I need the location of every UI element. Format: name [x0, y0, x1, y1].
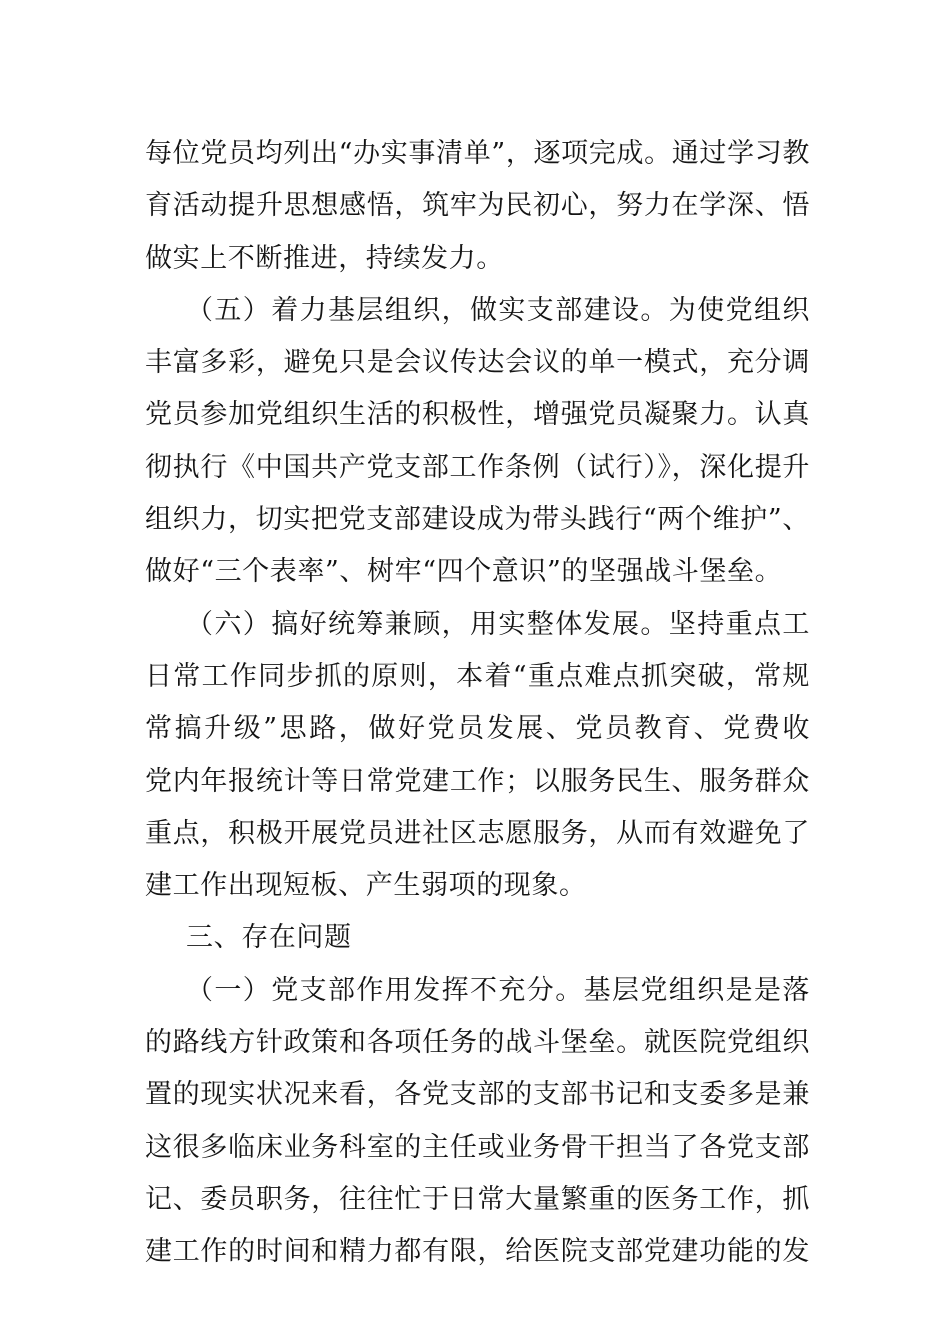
- text-line: （一）党支部作用发挥不充分。基层党组织是是落: [186, 974, 810, 1006]
- document-body: [145, 128, 810, 1279]
- text-line: 组织力，切实把党支部建设成为带头践行“两个维护”、: [145, 504, 810, 536]
- text-line: 常搞升级”思路，做好党员发展、党员教育、党费收: [145, 713, 810, 745]
- text-line: 置的现实状况来看，各党支部的支部书记和支委多是兼: [145, 1079, 810, 1111]
- text-line: 建工作的时间和精力都有限，给医院支部党建功能的发: [145, 1236, 810, 1268]
- text-line: 每位党员均列出“办实事清单”，逐项完成。通过学习教: [145, 138, 810, 169]
- text-line: 党员参加党组织生活的积极性，增强党员凝聚力。认真: [145, 399, 810, 431]
- text-line: 做实上不断推进，持续发力。: [145, 242, 504, 274]
- text-line: 日常工作同步抓的原则，本着“重点难点抓突破，常规: [145, 660, 810, 692]
- text-line: 重点，积极开展党员进社区志愿服务，从而有效避免了: [145, 817, 810, 849]
- text-line: 三、存在问题: [186, 922, 352, 954]
- text-line: 记、委员职务，往往忙于日常大量繁重的医务工作，抓: [145, 1183, 810, 1215]
- text-line: （六）搞好统筹兼顾，用实整体发展。坚持重点工: [186, 608, 810, 640]
- text-line: 党内年报统计等日常党建工作；以服务民生、服务群众: [145, 765, 810, 797]
- text-line: 育活动提升思想感悟，筑牢为民初心，努力在学深、悟: [145, 190, 810, 222]
- text-line: 彻执行《中国共产党支部工作条例（试行）》，深化提升: [145, 451, 810, 483]
- text-line: 的路线方针政策和各项任务的战斗堡垒。就医院党组织: [145, 1027, 810, 1059]
- text-line: 丰富多彩，避免只是会议传达会议的单一模式，充分调: [145, 347, 810, 379]
- text-line: 建工作出现短板、产生弱项的现象。: [145, 870, 587, 902]
- text-line: 做好“三个表率”、树牢“四个意识”的坚强战斗堡垒。: [145, 556, 783, 588]
- text-line: 这很多临床业务科室的主任或业务骨干担当了各党支部: [145, 1131, 810, 1163]
- text-line: （五）着力基层组织，做实支部建设。为使党组织: [186, 294, 810, 326]
